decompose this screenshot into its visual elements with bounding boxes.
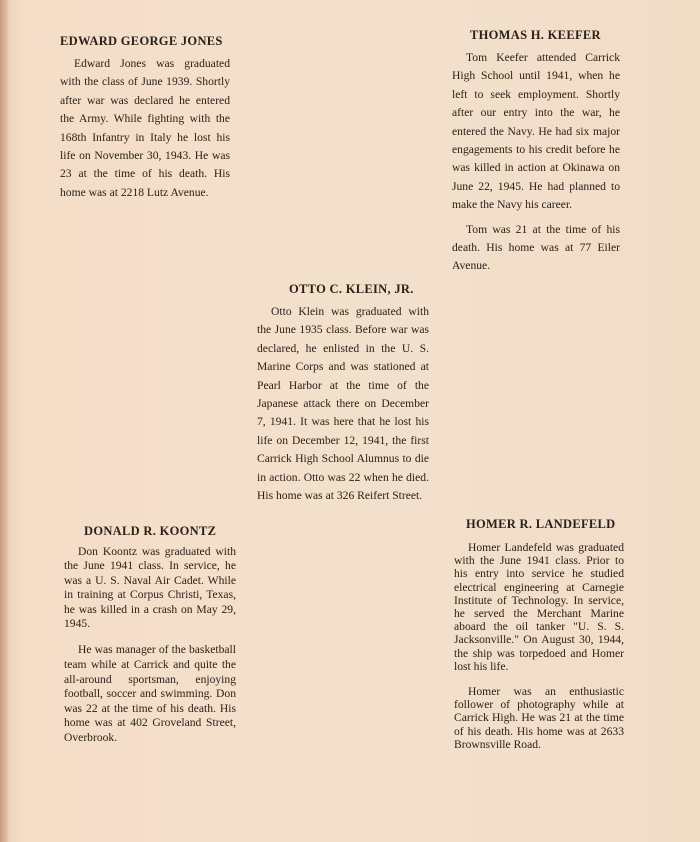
- page-spine-edge: [0, 0, 8, 842]
- entry-paragraph: Tom was 21 at the time of his death. His home was at 77 Eiler Avenue.: [452, 222, 620, 273]
- entry-name: THOMAS H. KEEFER: [470, 28, 601, 42]
- entry-name: DONALD R. KOONTZ: [84, 524, 217, 538]
- entry-name: HOMER R. LANDEFELD: [466, 517, 616, 531]
- entry-paragraph: Homer Landefeld was graduated with the June 1941 class. Prior to his entry into service he studied electrical engineering at Carnegie Institute of Technology. In service, he served the Merchant Marine aboard the oil tanker "U. S. S. Jacksonville." On August 30, 1944, the ship was torpedoed and Homer lost his life.: [454, 541, 624, 673]
- memorial-entry-klein: [257, 282, 429, 505]
- entry-paragraph: Homer was an enthusiastic follower of photography while at Carrick High. He was 21 at the time of his death. His home was at 2633 Brownsville Road.: [454, 685, 624, 751]
- memorial-entry-koontz: [64, 524, 236, 746]
- entry-paragraph: Otto Klein was graduated with the June 1935 class. Before war was declared, he enlisted in the U. S. Marine Corps and was stationed at Pearl Harbor at the time of the Japanese attack there on December 7, 1941. It was here that he lost his life on December 12, 1941, the first Carrick High School Alumnus to die in action. Otto was 22 when he died. His home was at 326 Reifert Street.: [257, 305, 429, 503]
- entry-name: EDWARD GEORGE JONES: [60, 34, 223, 48]
- entry-paragraph: Edward Jones was graduated with the class of June 1939. Shortly after war was declared he entered the Army. While fighting with the 168th Infantry in Italy he lost his life on November 30, 1943. He was 23 at the time of his death. His home was at 2218 Lutz Avenue.: [60, 57, 230, 199]
- entry-paragraph: He was manager of the basketball team while at Carrick and quite the all-around sportsman, enjoying football, soccer and swimming. Don was 22 at the time of his death. His home was at 402 Groveland Street, Overbrook.: [64, 643, 236, 744]
- entry-paragraph: Tom Keefer attended Carrick High School until 1941, when he left to seek employment. Shortly after our entry into the war, he entered the Navy. He had six major engagements to his credit before he was killed in action at Okinawa on June 22, 1945. He had planned to make the Navy his career.: [452, 51, 620, 212]
- memorial-entry-jones: [60, 34, 230, 202]
- memorial-entry-landefeld: [454, 517, 624, 751]
- entry-paragraph: Don Koontz was graduated with the June 1941 class. In service, he was a U. S. Naval Air Cadet. While in training at Corpus Christi, Texas, he was killed in a crash on May 29, 1945.: [64, 545, 236, 631]
- memorial-entry-keefer: [452, 28, 620, 276]
- entry-name: OTTO C. KLEIN, JR.: [289, 282, 414, 296]
